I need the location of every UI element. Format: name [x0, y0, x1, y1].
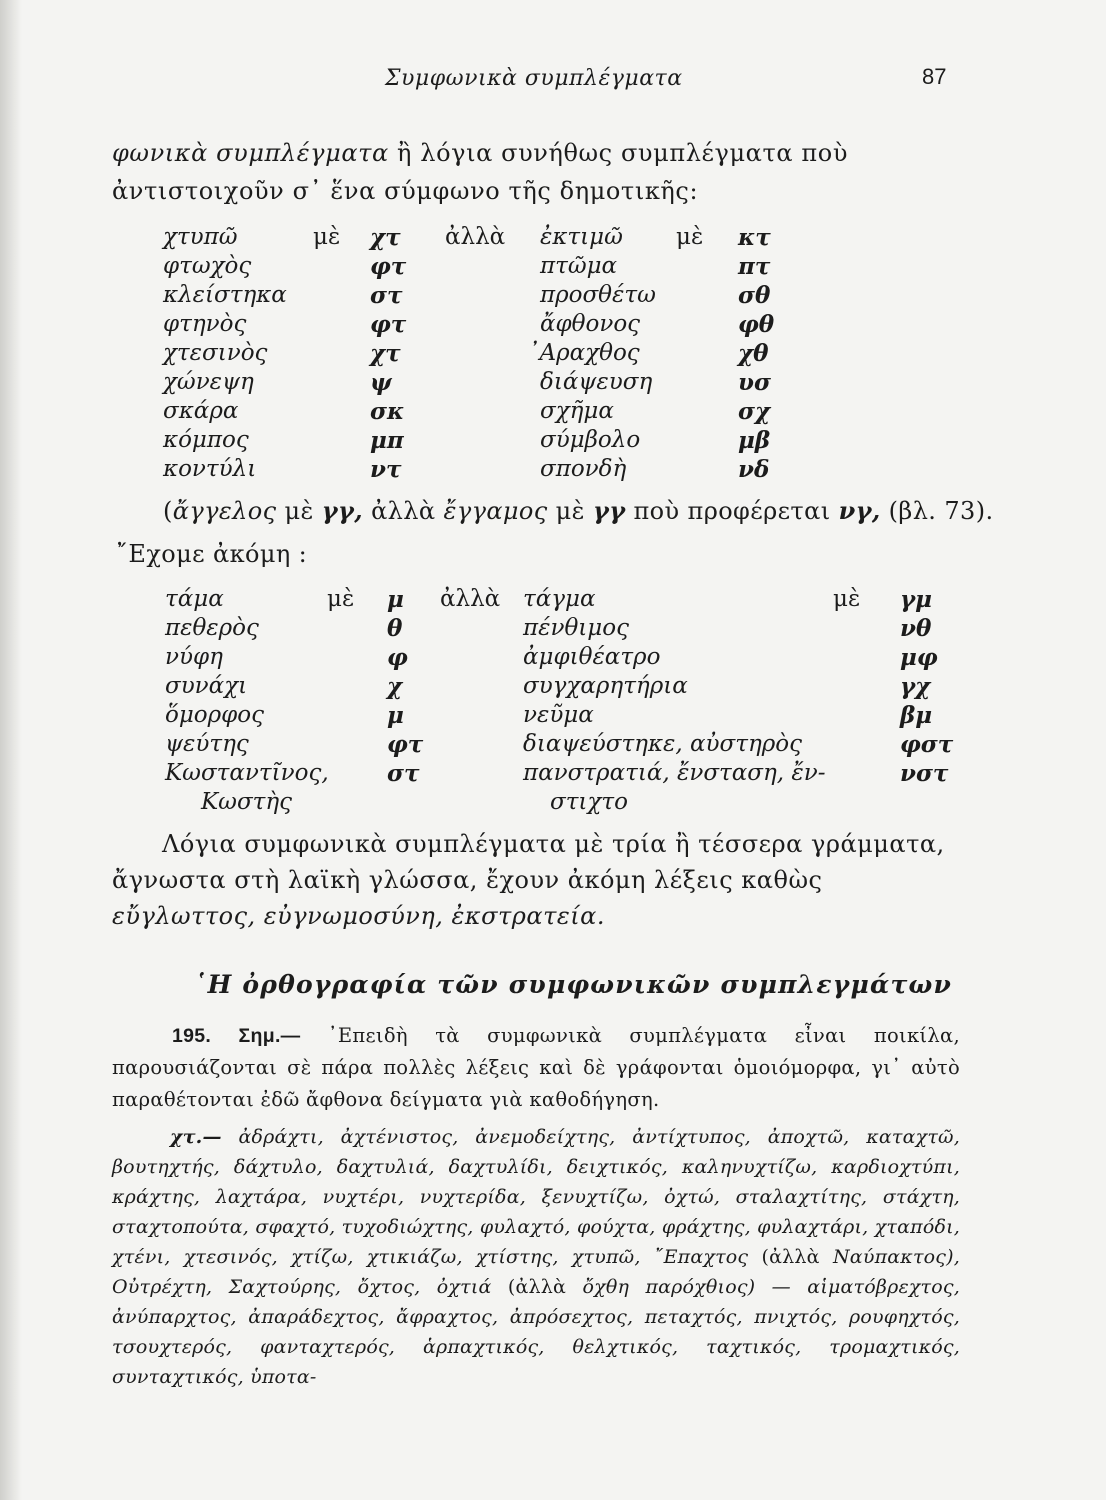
table-word: χτυπῶ [163, 224, 238, 250]
table-me: μὲ [833, 586, 861, 612]
rule-text: ᾽Επειδὴ τὰ συμφωνικὰ συμπλέγματα εἶναι ποικίλα, παρουσιάζονται σὲ πάρα πολλὲς λέξεις καὶ δὲ γράφονται ὁμοιόμορφα, γι᾽ αὐτὸ παραθέτονται ἐδῶ ἄφθονα δείγματα γιὰ καθοδήγηση. [112, 1024, 961, 1111]
table-other-word: τάγμα [523, 586, 596, 612]
table-other-cluster: πτ [738, 253, 771, 280]
note-word: ἄγγελος [172, 497, 277, 525]
table-cluster: θ [387, 615, 403, 642]
page-number: 87 [922, 64, 947, 89]
table-other-word: διαψεύστηκε, αὐστηρὸς [523, 731, 802, 757]
table-other-word: συγχαρητήρια [523, 673, 688, 699]
table-word: ὅμορφος [165, 702, 264, 728]
intro-paragraph [112, 134, 952, 210]
table-word: ψεύτης [165, 731, 249, 757]
table-word: φτωχὸς [163, 253, 252, 279]
table-other-cluster: μφ [900, 644, 938, 671]
table-word: πεθερὸς [165, 615, 259, 641]
note-me: μὲ [547, 497, 593, 525]
table-other-cluster: νθ [900, 615, 932, 642]
table-word: κοντύλι [163, 456, 257, 482]
table-cluster: ψ [370, 369, 392, 396]
table-other-word: πένθιμος [523, 615, 629, 641]
table-other-cluster: σθ [738, 282, 771, 309]
table-cluster: φτ [370, 253, 407, 280]
gg-note [163, 496, 994, 525]
table-other-word: στιχτο [550, 789, 628, 815]
rule-195 [112, 1020, 960, 1116]
table-alla: ἀλλὰ [440, 586, 501, 612]
running-header-title: Συμφωνικὰ συμπλέγματα [385, 66, 683, 91]
rule-number: 195. [172, 1025, 212, 1047]
table-other-cluster: φθ [738, 311, 775, 338]
table-other-word: διάψευση [540, 369, 653, 395]
table-word: τάμα [165, 586, 224, 612]
table-other-word: σπονδὴ [540, 456, 627, 482]
paragraph-examples: εὔγλωττος, εὐγνωμοσύνη, ἐκστρατεία. [112, 902, 606, 930]
table-word: χώνεψη [163, 369, 254, 395]
chi-tau-examples [112, 1122, 960, 1392]
table-me: μὲ [313, 224, 341, 250]
section-heading [0, 970, 1106, 999]
examples-paren: (ἀλλὰ [761, 1246, 820, 1268]
table-alla: ἀλλὰ [445, 224, 506, 250]
table-me: μὲ [327, 586, 355, 612]
table-word: συνάχι [165, 673, 248, 699]
table-other-word: πτῶμα [540, 253, 618, 279]
table-other-word: ἐκτιμῶ [540, 224, 623, 250]
table-cluster: μπ [370, 427, 404, 454]
table-other-cluster: υσ [738, 369, 771, 396]
note-cluster: γγ [592, 496, 626, 525]
table-other-cluster: χθ [738, 340, 769, 367]
note-me: μὲ [276, 497, 322, 525]
table-cluster: μ [387, 586, 404, 613]
intro-text: ἢ λόγια συνήθως συμπλέγματα ποὺ ἀντιστοιχοῦν σ᾽ ἕνα σύμφωνο τῆς δημοτικῆς: [112, 139, 849, 205]
note-text: ποὺ προφέρεται [625, 497, 839, 525]
table-word: νύφη [165, 644, 223, 670]
table-cluster: χ [387, 673, 403, 700]
table-other-cluster: μβ [738, 427, 771, 454]
table-cluster: σκ [370, 398, 405, 425]
table-word: σκάρα [163, 398, 239, 424]
section-heading-text: ῾Η ὀρθογραφία τῶν συμφωνικῶν συμπλεγμάτων [193, 970, 953, 999]
table-cluster: στ [387, 760, 420, 787]
table-other-word: σχῆμα [540, 398, 614, 424]
table-word: κλείστηκα [163, 282, 287, 308]
table-other-word: σύμβολο [540, 427, 641, 453]
table-other-word: πανστρατιά, ἔνσταση, ἔν- [523, 760, 826, 786]
table-other-cluster: κτ [738, 224, 771, 251]
note-reference: (βλ. 73). [880, 497, 994, 525]
table-other-cluster: σχ [738, 398, 771, 425]
echome-line: ῎Εχομε ἀκόμη : [116, 540, 308, 568]
table-other-word: νεῦμα [523, 702, 594, 728]
table-cluster: φ [387, 644, 408, 671]
table-cluster: στ [370, 282, 403, 309]
note-cluster: γγ, [321, 496, 364, 525]
table-me: μὲ [676, 224, 704, 250]
examples-text: ὄχθη παρόχθιος) — αἱματόβρεχτος, ἀνύπαρχτος, ἀπαράδεχτος, ἄφραχτος, ἀπρόσεχτος, πεταχτός, πνιχτός, ρουφηχτός, τσουχτερός, φανταχτερός, ἁρπαχτικός, θελχτικός, ταχτικός, τρομαχτικός, συνταχτικός, ὑποτα- [112, 1276, 960, 1388]
table-other-cluster: γμ [900, 586, 933, 613]
table-word: χτεσινὸς [163, 340, 268, 366]
table-other-word: ἄφθονος [540, 311, 641, 337]
table-other-cluster: φστ [900, 731, 954, 758]
table-other-cluster: νστ [900, 760, 949, 787]
table-word: Κωσταντῖνος, [165, 760, 329, 786]
examples-text: Ναύπακτος), Οὐτρέχτη, Σαχτούρης, ὄχτος, ὀχτιά [112, 1246, 960, 1298]
paragraph-text: Λόγια συμφωνικὰ συμπλέγματα μὲ τρία ἢ τέσσερα γράμματα, ἄγνωστα στὴ λαϊκὴ γλώσσα, ἔχουν ἀκόμη λέξεις καθὼς [112, 830, 945, 894]
table-cluster: φτ [387, 731, 424, 758]
table-other-word: ἀμφιθέατρο [523, 644, 661, 670]
table-word: φτηνὸς [163, 311, 247, 337]
table-other-cluster: βμ [900, 702, 933, 729]
table-cluster: χτ [370, 224, 401, 251]
table-cluster: μ [387, 702, 404, 729]
intro-italic-start: φωνικὰ συμπλέγματα [112, 139, 389, 167]
examples-cluster-label: χτ.— [170, 1126, 222, 1148]
note-cluster: νγ, [838, 496, 881, 525]
table-other-word: προσθέτω [540, 282, 656, 308]
note-paren: ( [163, 497, 173, 525]
table-cluster: ντ [370, 456, 402, 483]
table-word: κόμπος [163, 427, 249, 453]
table-other-word: ᾽Αραχθος [528, 340, 640, 366]
examples-paren: (ἀλλὰ [507, 1276, 567, 1298]
learned-clusters-paragraph [112, 826, 962, 934]
table-word: Κωστὴς [201, 789, 293, 815]
note-word: ἔγγαμος [443, 497, 548, 525]
examples-text: ἀδράχτι, ἀχτένιστος, ἀνεμοδείχτης, ἀντίχτυπος, ἀποχτῶ, καταχτῶ, βουτηχτής, δάχτυλο, δαχτυλιά, δαχτυλίδι, δειχτικός, καληνυχτίζω, καρδιοχτύπι, κράχτης, λαχτάρα, νυχτέρι, νυχτερίδα, ξενυχτίζω, ὀχτώ, σταλαχτίτης, στάχτη, σταχτοπούτα, σφαχτό, τυχοδιώχτης, φυλαχτό, φούχτα, φράχτης, φυλαχτάρι, χταπόδι, χτένι, χτεσινός, χτίζω, χτικιάζω, χτίστης, χτυπῶ, ῎Επαχτος [112, 1126, 960, 1268]
table-other-cluster: γχ [900, 673, 931, 700]
table-cluster: φτ [370, 311, 407, 338]
note-alla: ἀλλὰ [363, 497, 444, 525]
table-cluster: χτ [370, 340, 401, 367]
table-other-cluster: νδ [738, 456, 770, 483]
rule-label: Σημ.— [238, 1025, 301, 1047]
